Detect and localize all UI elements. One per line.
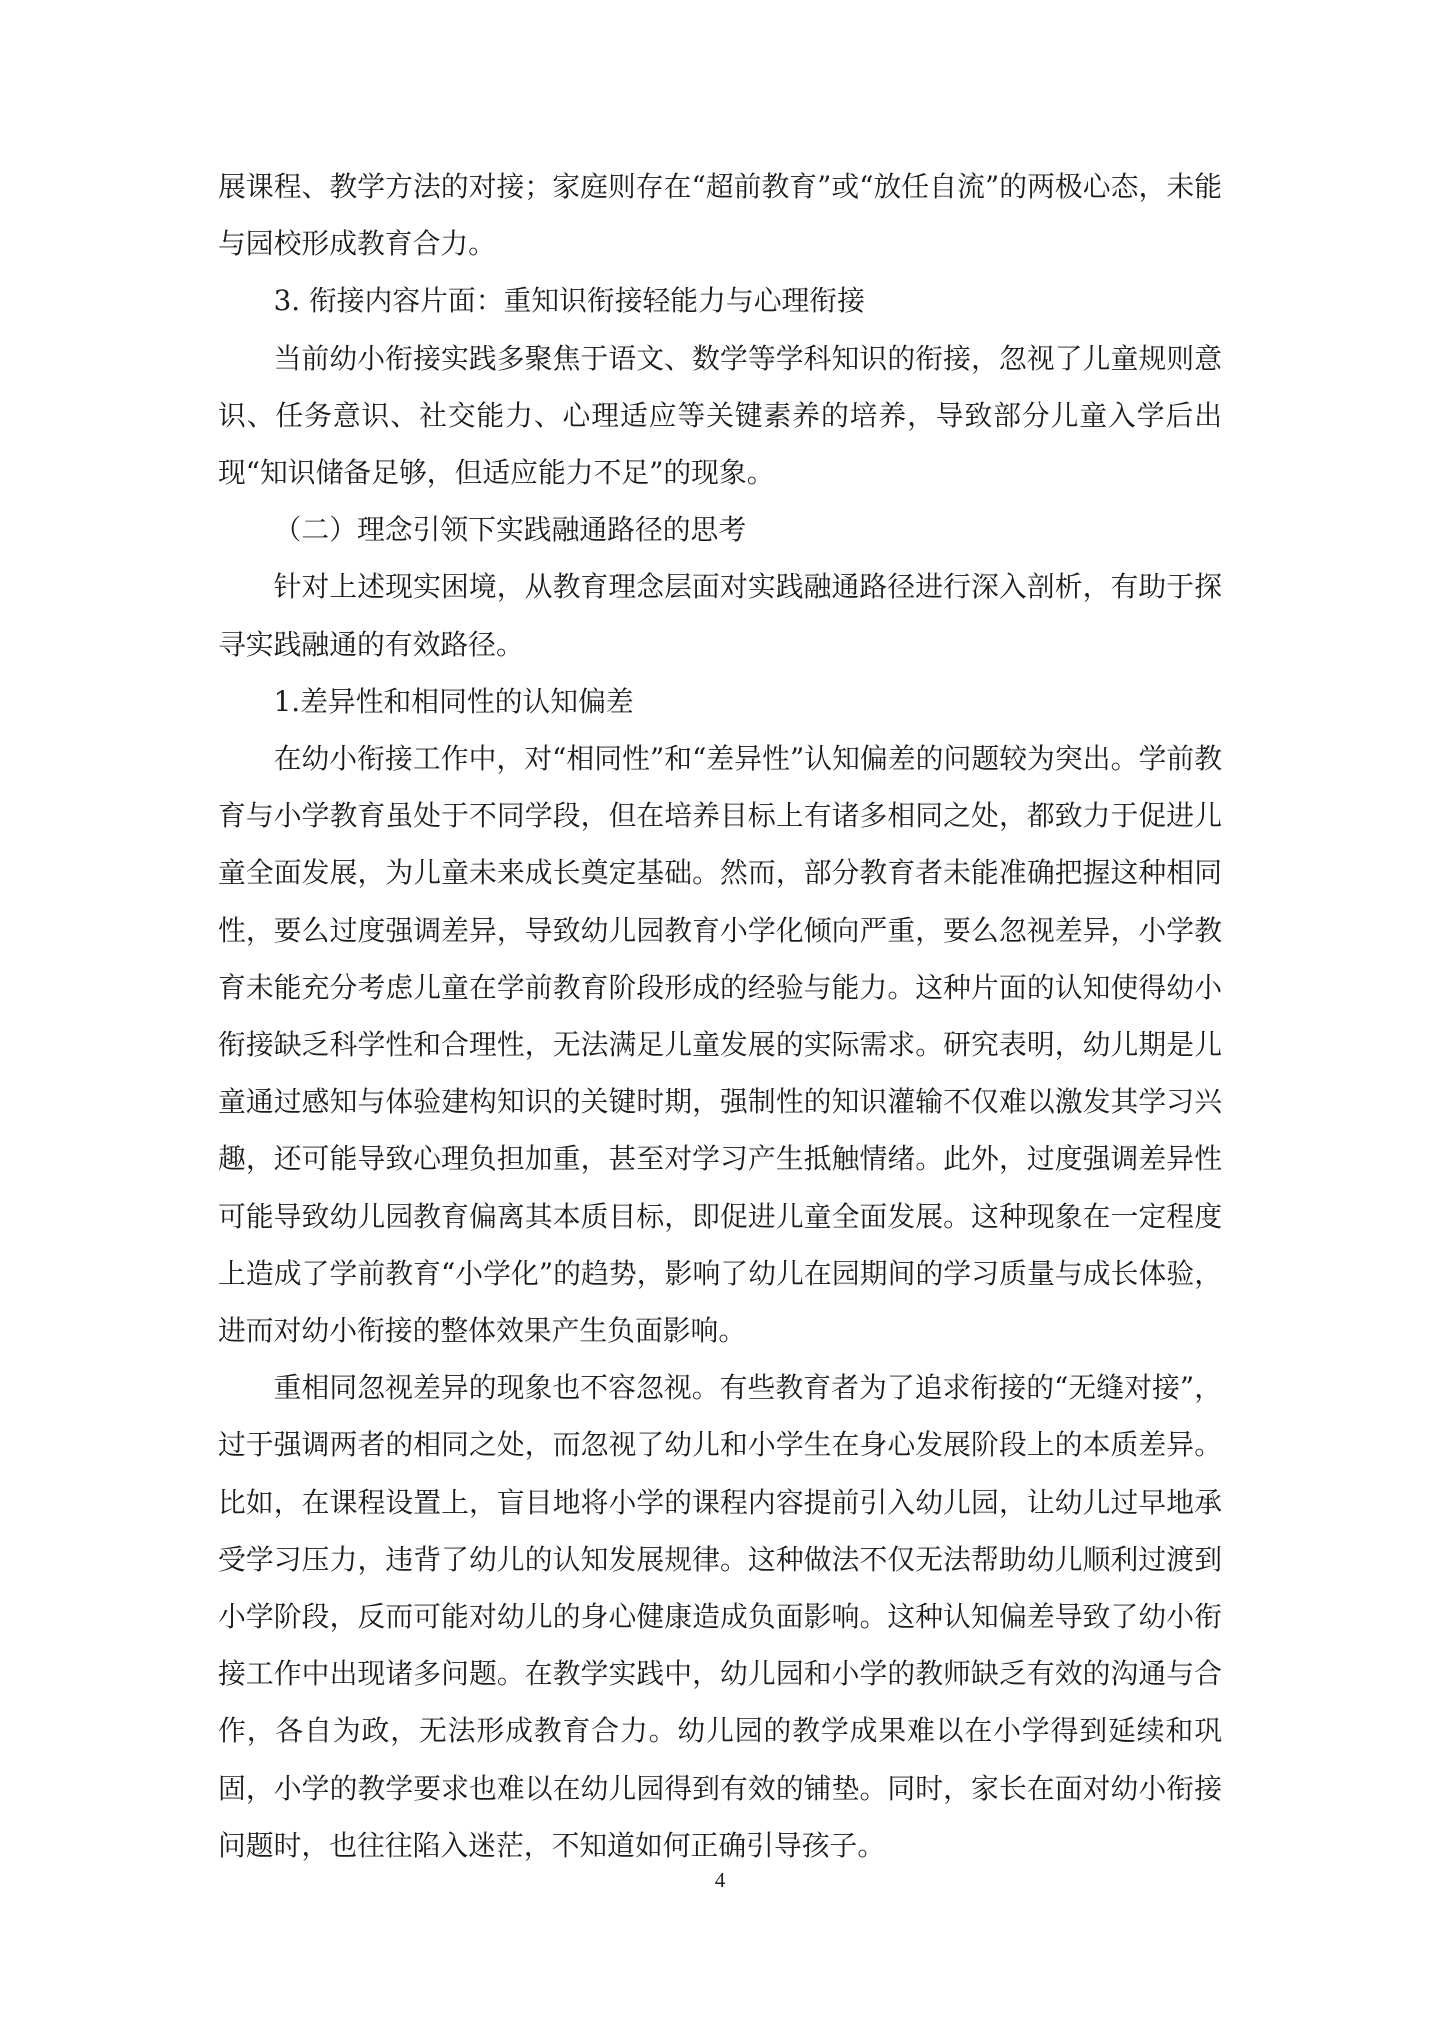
page-number: 4 (714, 1868, 726, 1892)
body-paragraph: 在幼小衔接工作中，对“相同性”和“差异性”认知偏差的问题较为突出。学前教育与小学教育虽处于不同学段，但在培养目标上有诸多相同之处，都致力于促进儿童全面发展，为儿童未来成长奠定基础。然而，部分教育者未能准确把握这种相同性，要么过度强调差异，导致幼儿园教育小学化倾向严重，要么忽视差异，小学教育未能充分考虑儿童在学前教育阶段形成的经验与能力。这种片面的认知使得幼小衔接缺乏科学性和合理性，无法满足儿童发展的实际需求。研究表明，幼儿期是儿童通过感知与体验建构知识的关键时期，强制性的知识灌输不仅难以激发其学习兴趣，还可能导致心理负担加重，甚至对学习产生抵触情绪。此外，过度强调差异性可能导致幼儿园教育偏离其本质目标，即促进儿童全面发展。这种现象在一定程度上造成了学前教育“小学化”的趋势，影响了幼儿在园期间的学习质量与成长体验，进而对幼小衔接的整体效果产生负面影响。 (218, 742, 1222, 1348)
section-heading-2: （二）理念引领下实践融通路径的思考 (273, 513, 747, 547)
body-paragraph: 当前幼小衔接实践多聚焦于语文、数学等学科知识的衔接，忽视了儿童规则意识、任务意识、社交能力、心理适应等关键素养的培养，导致部分儿童入学后出现“知识储备足够，但适应能力不足”的现象。 (218, 341, 1222, 490)
body-paragraph: 重相同忽视差异的现象也不容忽视。有些教育者为了追求衔接的“无缝对接”，过于强调两者的相同之处，而忽视了幼儿和小学生在身心发展阶段上的本质差异。比如，在课程设置上，盲目地将小学的课程内容提前引入幼儿园，让幼儿过早地承受学习压力，违背了幼儿的认知发展规律。这种做法不仅无法帮助幼儿顺利过渡到小学阶段，反而可能对幼儿的身心健康造成负面影响。这种认知偏差导致了幼小衔接工作中出现诸多问题。在教学实践中，幼儿园和小学的教师缺乏有效的沟通与合作，各自为政，无法形成教育合力。幼儿园的教学成果难以在小学得到延续和巩固，小学的教学要求也难以在幼儿园得到有效的铺垫。同时，家长在面对幼小衔接问题时，也往往陷入迷茫，不知道如何正确引导孩子。 (218, 1371, 1222, 1862)
section-heading-3: 3. 衔接内容片面：重知识衔接轻能力与心理衔接 (273, 284, 865, 318)
paragraph-continuation: 展课程、教学方法的对接；家庭则存在“超前教育”或“放任自流”的两极心态，未能与园校形成教育合力。 (218, 170, 1222, 261)
document-page (218, 158, 1222, 1874)
section-heading-1: 1.差异性和相同性的认知偏差 (273, 684, 634, 718)
body-paragraph: 针对上述现实困境，从教育理念层面对实践融通路径进行深入剖析，有助于探寻实践融通的有效路径。 (218, 570, 1222, 661)
